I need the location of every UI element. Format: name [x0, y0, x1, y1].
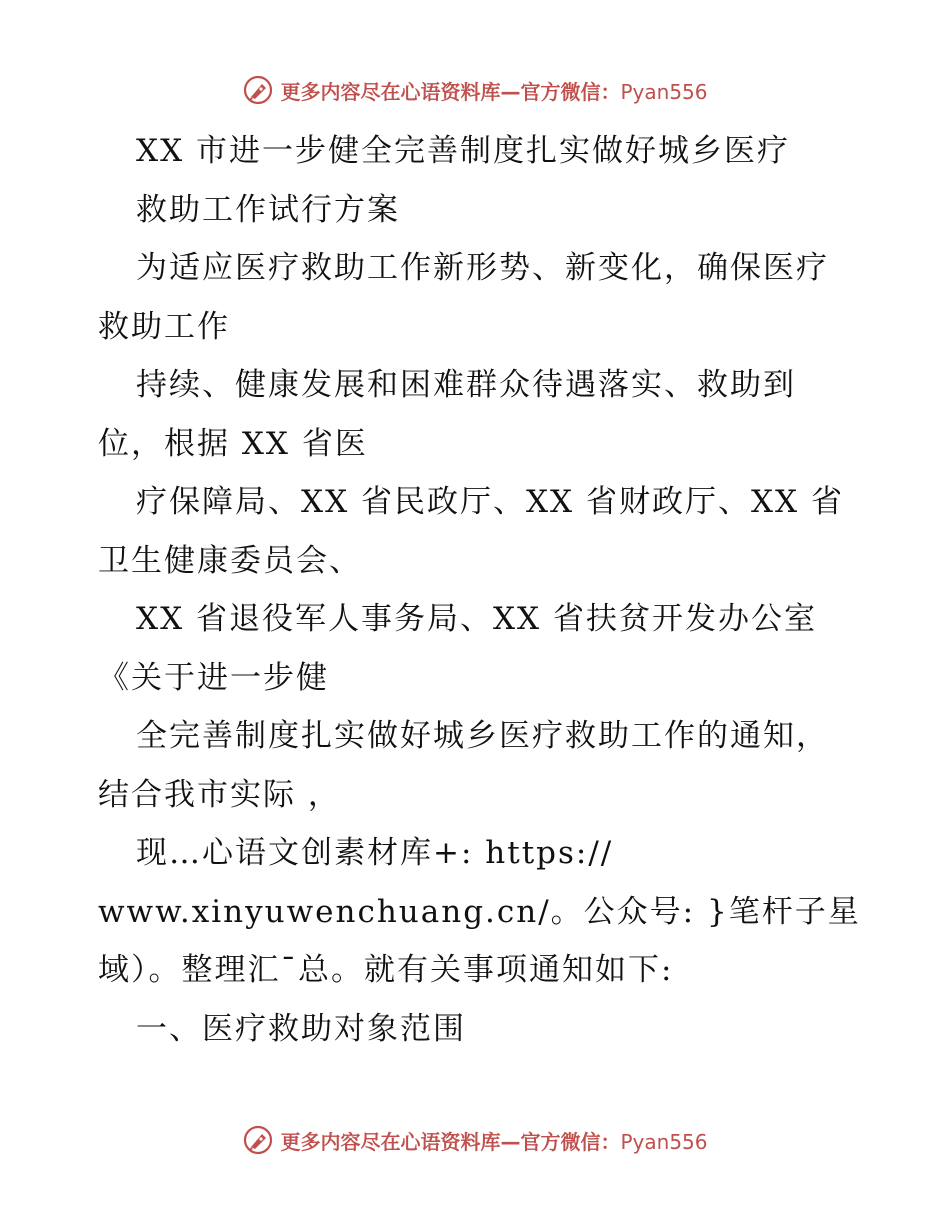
doc-title-line-2: 救助工作试行方案 — [136, 191, 400, 228]
doc-paragraph-line: www.xinyuwenchuang.cn/。公众号: }笔杆子星 — [98, 893, 861, 930]
header-wechat-id: Pyan556 — [620, 79, 708, 104]
doc-paragraph-line: 持续、健康发展和困难群众待遇落实、救助到 — [136, 367, 796, 403]
doc-paragraph-line: 全完善制度扎实做好城乡医疗救助工作的通知， — [136, 718, 829, 754]
footer-banner — [0, 1120, 950, 1160]
doc-paragraph-line: 域）。整理汇¯总。就有关事项通知如下: — [98, 952, 674, 988]
pen-nib-circle-icon — [242, 1124, 274, 1156]
doc-paragraph-line: 现…心语文创素材库+: https:// — [136, 835, 614, 871]
section-heading: 一、医疗救助对象范围 — [136, 1010, 466, 1047]
doc-paragraph-line: 结合我市实际 ， — [98, 776, 341, 813]
doc-paragraph-line: 为适应医疗救助工作新形势、新变化，确保医疗 — [136, 250, 829, 286]
doc-paragraph-line: XX 省退役军人事务局、XX 省扶贫开发办公室 — [136, 601, 817, 637]
header-banner-label: 更多内容尽在心语资料库—官方微信： — [280, 79, 621, 104]
pen-nib-circle-icon — [242, 74, 274, 106]
doc-title-line-1: XX 市进一步健全完善制度扎实做好城乡医疗 — [136, 133, 790, 169]
header-banner-text — [280, 76, 707, 105]
footer-wechat-id: Pyan556 — [620, 1129, 708, 1154]
doc-paragraph-line: 位，根据 XX 省医 — [98, 425, 368, 462]
footer-banner-label: 更多内容尽在心语资料库—官方微信： — [280, 1129, 621, 1154]
doc-paragraph-line: 疗保障局、XX 省民政厅、XX 省财政厅、XX 省 — [136, 484, 844, 520]
document-body — [98, 122, 861, 1058]
doc-paragraph-line: 卫生健康委员会、 — [98, 542, 362, 579]
header-banner — [0, 70, 950, 110]
doc-paragraph-line: 《关于进一步健 — [98, 659, 329, 696]
footer-banner-text — [280, 1126, 707, 1155]
doc-paragraph-line: 救助工作 — [98, 308, 230, 345]
